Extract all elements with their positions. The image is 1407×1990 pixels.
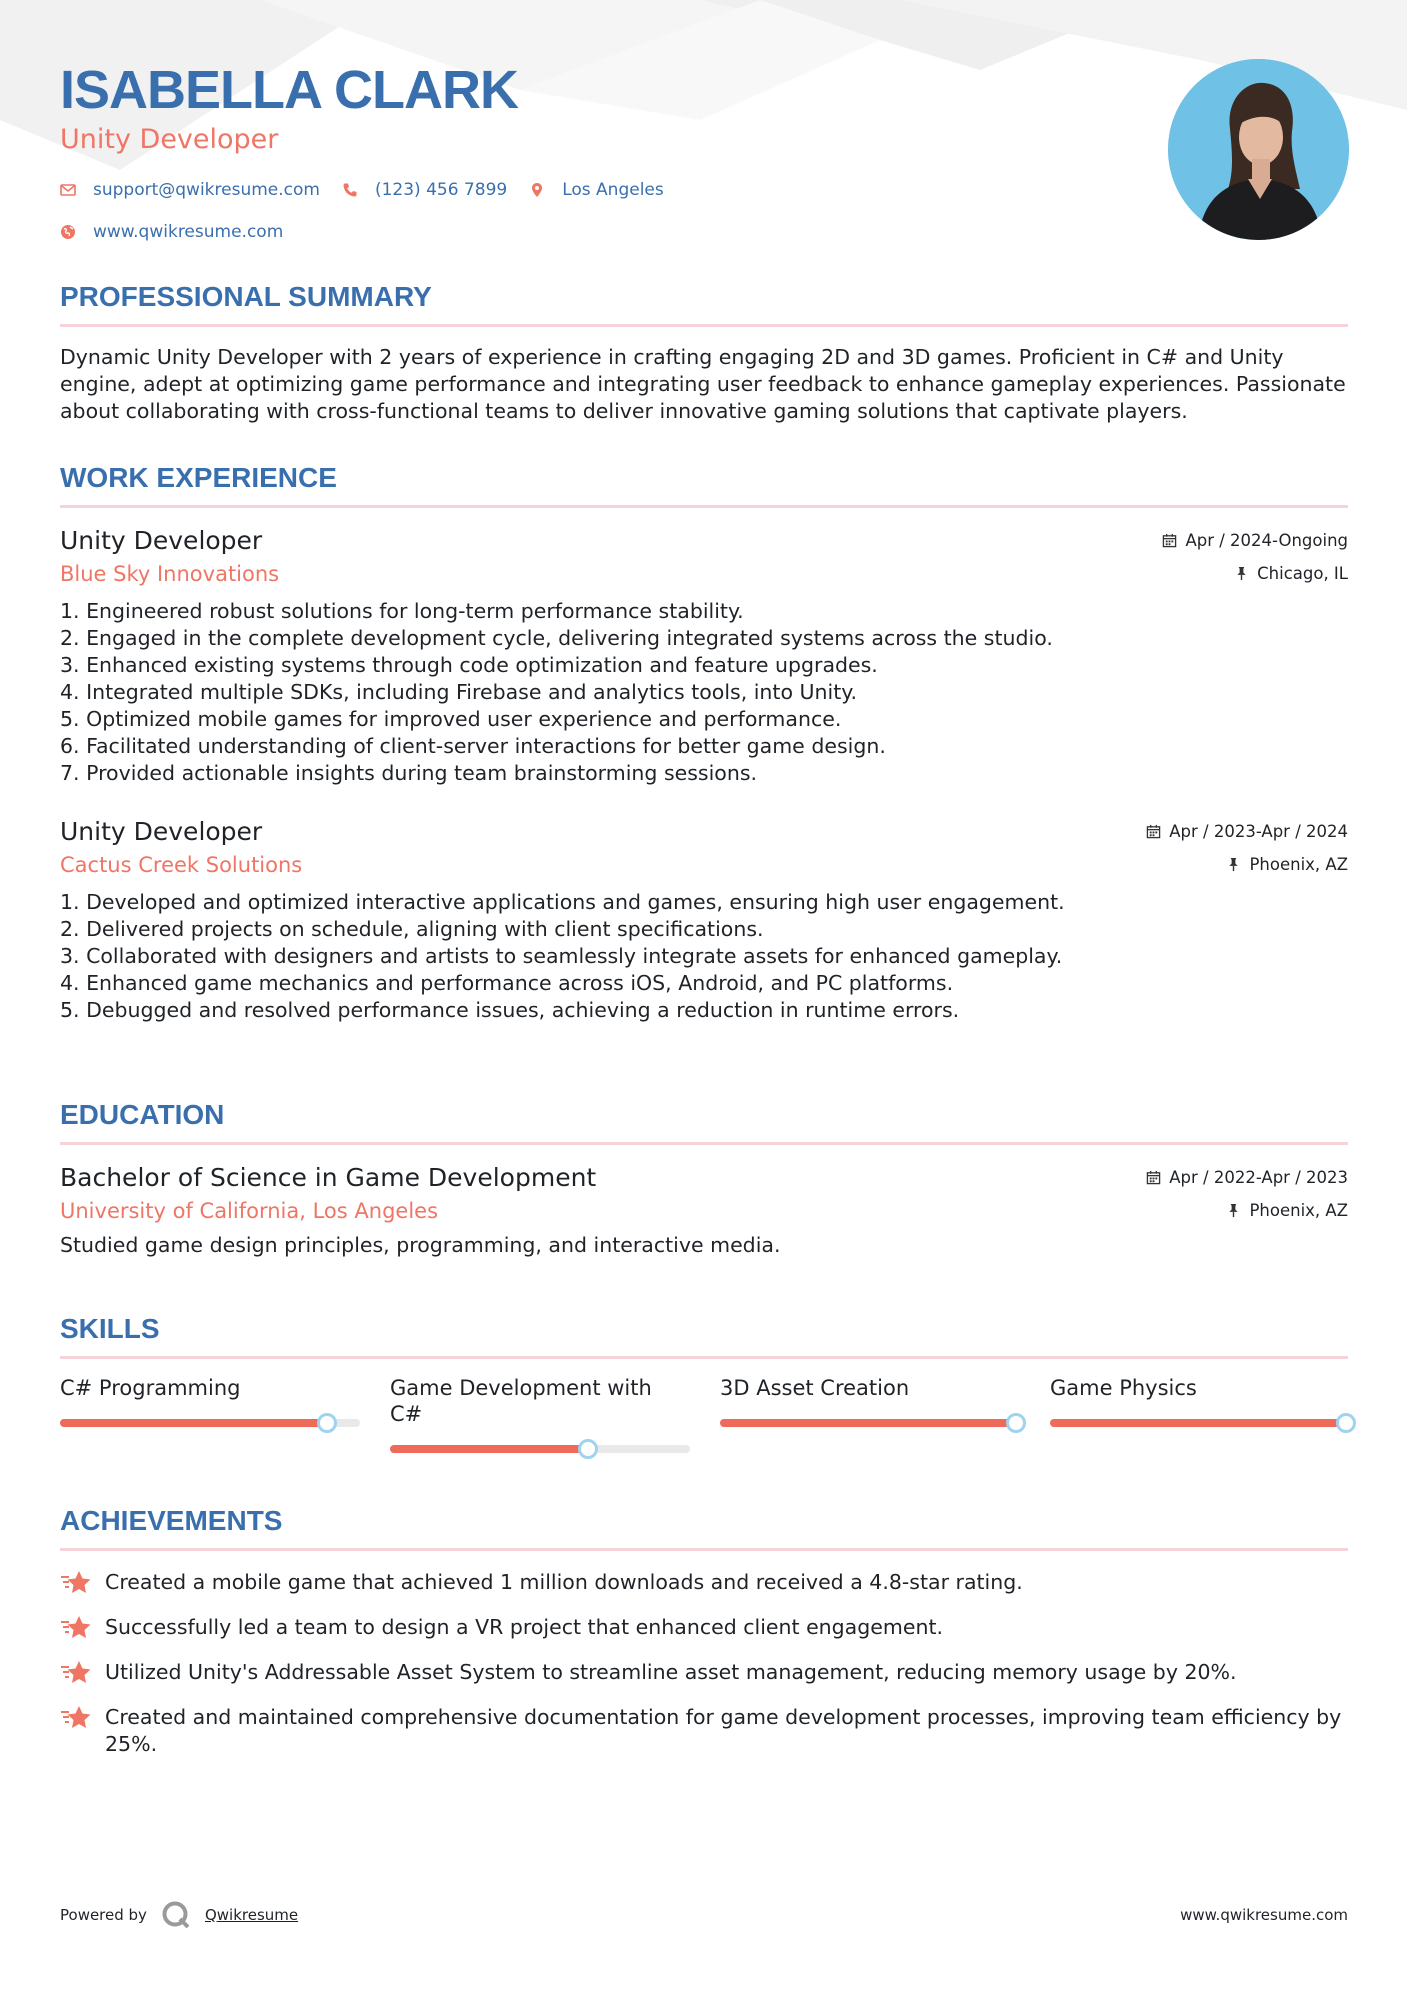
job-location	[1162, 557, 1348, 590]
achievement-text: Successfully led a team to design a VR project that enhanced client engagement.	[105, 1615, 943, 1639]
job-meta	[1146, 815, 1348, 881]
star-icon	[60, 1569, 92, 1597]
section-title-summary: PROFESSIONAL SUMMARY	[60, 281, 432, 312]
globe-icon	[60, 224, 76, 240]
envelope-icon	[60, 182, 76, 198]
skill-bar-knob	[578, 1439, 598, 1459]
contact-location	[529, 180, 664, 200]
section-title-skills: SKILLS	[60, 1313, 160, 1344]
achievement-item	[60, 1659, 1348, 1687]
achievement-text: Utilized Unity's Addressable Asset System to streamline asset management, reducing memory usage by 20%.	[105, 1660, 1237, 1684]
job-company: Cactus Creek Solutions	[60, 853, 303, 877]
section-title-achievements: ACHIEVEMENTS	[60, 1505, 283, 1536]
skill-bar-knob	[317, 1413, 337, 1433]
section-divider	[60, 1142, 1348, 1145]
page-footer	[60, 1898, 1348, 1932]
map-pin-icon	[529, 182, 545, 198]
list-item: 5. Debugged and resolved performance issues, achieving a reduction in runtime errors.	[60, 998, 960, 1022]
skill-item	[1050, 1375, 1350, 1453]
job-dates	[1146, 815, 1348, 848]
skill-bar	[1050, 1419, 1350, 1427]
section-divider	[60, 324, 1348, 327]
candidate-role: Unity Developer	[60, 124, 279, 155]
skill-bar	[60, 1419, 360, 1427]
achievements-list	[60, 1569, 1348, 1758]
section-title-experience: WORK EXPERIENCE	[60, 462, 337, 493]
job-title: Unity Developer	[60, 526, 263, 555]
job-entry	[60, 524, 1348, 787]
star-icon	[60, 1614, 92, 1642]
section-divider	[60, 505, 1348, 508]
skill-bar-fill	[390, 1445, 588, 1453]
education-location	[1146, 1194, 1348, 1227]
candidate-name: ISABELLA CLARK	[60, 60, 518, 120]
skills-list	[60, 1375, 1348, 1453]
resume-header	[60, 58, 1060, 244]
list-item: 1. Engineered robust solutions for long-term performance stability.	[60, 599, 744, 623]
contact-phone[interactable]	[342, 180, 507, 200]
section-summary	[60, 278, 1348, 425]
calendar-icon	[1146, 824, 1161, 839]
job-responsibilities	[60, 889, 1348, 1024]
achievement-item	[60, 1704, 1348, 1758]
list-item: 2. Delivered projects on schedule, aligning with client specifications.	[60, 917, 764, 941]
calendar-icon	[1162, 533, 1177, 548]
skill-item	[390, 1375, 690, 1453]
achievement-text: Created a mobile game that achieved 1 million downloads and received a 4.8-star rating.	[105, 1570, 1023, 1594]
skill-bar	[720, 1419, 1020, 1427]
section-experience	[60, 459, 1348, 1024]
list-item: 2. Engaged in the complete development cycle, delivering integrated systems across the studio.	[60, 626, 1053, 650]
pushpin-icon	[1226, 857, 1241, 872]
skill-bar	[390, 1445, 690, 1453]
education-dates	[1146, 1161, 1348, 1194]
list-item: 5. Optimized mobile games for improved user experience and performance.	[60, 707, 842, 731]
list-item: 4. Enhanced game mechanics and performance across iOS, Android, and PC platforms.	[60, 971, 954, 995]
section-achievements	[60, 1502, 1348, 1775]
avatar-illustration	[1168, 59, 1349, 240]
achievement-text: Created and maintained comprehensive documentation for game development processes, improving team efficiency by 25%.	[105, 1705, 1342, 1756]
contact-website[interactable]	[60, 222, 283, 242]
website-text: www.qwikresume.com	[93, 222, 284, 242]
education-meta	[1146, 1161, 1348, 1227]
skill-bar-fill	[720, 1419, 1020, 1427]
brand-link[interactable]: Qwikresume	[204, 1906, 299, 1924]
skill-name: Game Physics	[1050, 1376, 1197, 1400]
education-dates-text: Apr / 2022-Apr / 2023	[1169, 1168, 1348, 1187]
job-dates-text: Apr / 2024-Ongoing	[1185, 531, 1348, 550]
achievement-item	[60, 1569, 1348, 1597]
contact-row-website	[60, 220, 1060, 244]
education-location-text: Phoenix, AZ	[1249, 1201, 1348, 1220]
skill-name: Game Development with C#	[390, 1376, 652, 1426]
phone-text: (123) 456 7899	[374, 180, 508, 200]
profile-photo	[1168, 59, 1349, 240]
calendar-icon	[1146, 1170, 1161, 1185]
job-dates-text: Apr / 2023-Apr / 2024	[1169, 822, 1348, 841]
skill-bar-fill	[60, 1419, 327, 1427]
email-text: support@qwikresume.com	[93, 180, 320, 200]
star-icon	[60, 1704, 92, 1732]
school-name: University of California, Los Angeles	[60, 1199, 439, 1223]
pushpin-icon	[1226, 1203, 1241, 1218]
job-title: Unity Developer	[60, 817, 263, 846]
section-title-education: EDUCATION	[60, 1099, 225, 1130]
job-responsibilities	[60, 598, 1348, 787]
skill-name: 3D Asset Creation	[720, 1376, 910, 1400]
degree-title: Bachelor of Science in Game Development	[60, 1163, 597, 1192]
contact-row	[60, 178, 1060, 202]
skill-item	[720, 1375, 1020, 1453]
education-entry	[60, 1161, 1348, 1259]
summary-text: Dynamic Unity Developer with 2 years of experience in crafting engaging 2D and 3D games. Proficient in C# and Unity engine, adept at optimizing game performance and integrating user feedback to enhance gameplay experiences. Passionate about collaborating with cross-functional teams to deliver innovative gaming solutions that captivate players.	[60, 345, 1346, 423]
job-location-text: Chicago, IL	[1257, 564, 1348, 583]
list-item: 6. Facilitated understanding of client-server interactions for better game design.	[60, 734, 886, 758]
pushpin-icon	[1234, 566, 1249, 581]
job-entry	[60, 815, 1348, 1024]
list-item: 3. Enhanced existing systems through code optimization and feature upgrades.	[60, 653, 878, 677]
job-location-text: Phoenix, AZ	[1249, 855, 1348, 874]
powered-by-label: Powered by	[60, 1906, 147, 1924]
skill-item	[60, 1375, 360, 1453]
skill-bar-knob	[1006, 1413, 1026, 1433]
footer-website-link[interactable]: www.qwikresume.com	[1180, 1906, 1348, 1924]
job-dates	[1162, 524, 1348, 557]
qwikresume-logo-icon	[161, 1900, 191, 1930]
education-description: Studied game design principles, programming, and interactive media.	[60, 1233, 781, 1257]
skill-name: C# Programming	[60, 1376, 241, 1400]
section-education	[60, 1096, 1348, 1259]
location-text: Los Angeles	[562, 180, 664, 200]
achievement-item	[60, 1614, 1348, 1642]
list-item: 1. Developed and optimized interactive applications and games, ensuring high user engagement.	[60, 890, 1065, 914]
section-skills	[60, 1310, 1348, 1453]
section-divider	[60, 1356, 1348, 1359]
job-company: Blue Sky Innovations	[60, 562, 280, 586]
job-location	[1146, 848, 1348, 881]
skill-bar-knob	[1336, 1413, 1356, 1433]
skill-bar-fill	[1050, 1419, 1350, 1427]
job-meta	[1162, 524, 1348, 590]
contact-email[interactable]	[60, 180, 320, 200]
section-divider	[60, 1548, 1348, 1551]
phone-icon	[342, 182, 358, 198]
list-item: 4. Integrated multiple SDKs, including Firebase and analytics tools, into Unity.	[60, 680, 857, 704]
list-item: 3. Collaborated with designers and artists to seamlessly integrate assets for enhanced gameplay.	[60, 944, 1063, 968]
star-icon	[60, 1659, 92, 1687]
list-item: 7. Provided actionable insights during team brainstorming sessions.	[60, 761, 758, 785]
